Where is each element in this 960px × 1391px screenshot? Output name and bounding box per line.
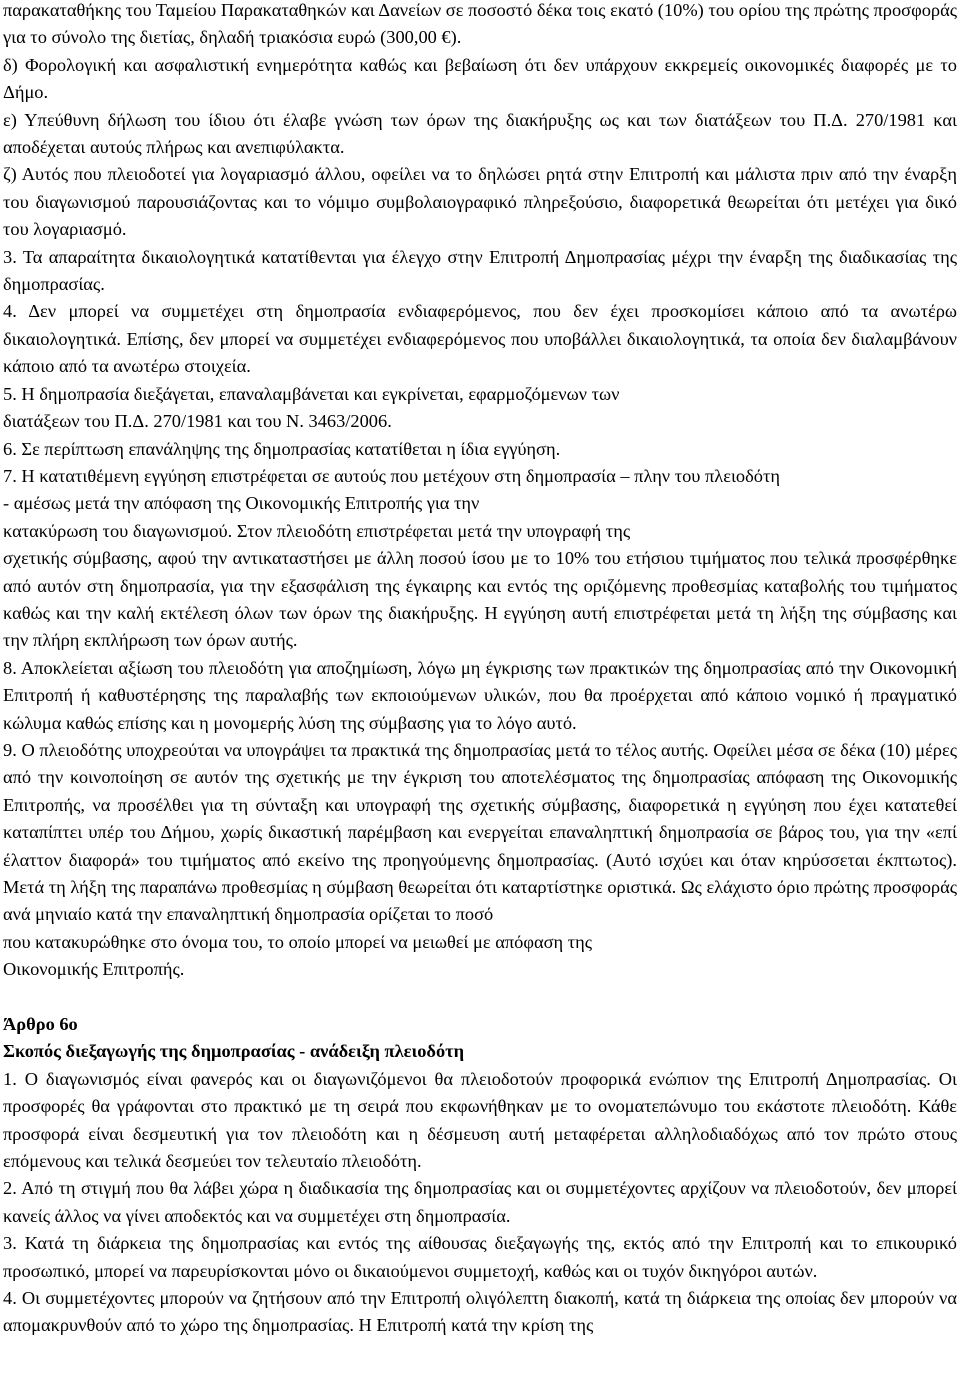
paragraph-7-rest: σχετικής σύμβασης, αφού την αντικαταστήσει με άλλη ποσού ίσου με το 10% του ετήσιου τιμήματος που τελικά προσφέρθηκε από αυτόν στη δημοπρασία, για την εξασφάλιση της έγκαιρης και εντός της οριζόμενης προθεσμίας καταβολής του τιμήματος καθώς και την καλή εκτέλεση όλων των όρων της διακήρυξης. Η εγγύηση αυτή επιστρέφεται μετά τη λήξη της σύμβασης και την πλήρη εκπλήρωση των όρων αυτής. <box>3 548 957 651</box>
paragraph-7-line: 7. Η κατατιθέμενη εγγύηση επιστρέφεται σε αυτούς που μετέχουν στη δημοπρασία – πλην του πλειοδότη <box>3 465 780 486</box>
article-title: Άρθρο 6ο <box>3 1014 78 1035</box>
paragraph-7-line: - αμέσως μετά την απόφαση της Οικονομικής Επιτροπής για την <box>3 493 480 514</box>
paragraph-7-line: κατακύρωση του διαγωνισμού. Στον πλειοδότη επιστρέφεται μετά την υπογραφή της <box>3 520 631 541</box>
paragraph-9 <box>3 737 957 984</box>
paragraph-4: 4. Δεν μπορεί να συμμετέχει στη δημοπρασία ενδιαφερόμενος, που δεν έχει προσκομίσει κάποιο από τα ανωτέρω δικαιολογητικά. Επίσης, δεν μπορεί να συμμετέχει ενδιαφερόμενος που υποβάλλει δικαιολογητικά, τα οποία δεν διαλαμβάνουν κάποιο από τα ανωτέρω στοιχεία. <box>3 301 957 377</box>
paragraph-tax-clearance: δ) Φορολογική και ασφαλιστική ενημερότητα καθώς και βεβαίωση ότι δεν υπάρχουν εκκρεμείς οικονομικές διαφορές με το Δήμο. <box>3 54 957 103</box>
paragraph-9-line: που κατακυρώθηκε στο όνομα του, το οποίο μπορεί να μειωθεί με απόφαση της <box>3 931 593 952</box>
article-paragraph-1: 1. Ο διαγωνισμός είναι φανερός και οι διαγωνιζόμενοι θα πλειοδοτούν προφορικά ενώπιον της Επιτροπή Δημοπρασίας. Οι προσφορές θα γράφονται στο πρακτικό με τη σειρά που εκφωνήθηκαν με το ονοματεπώνυμο του εκάστοτε πλειοδότη. Κάθε προσφορά είναι δεσμευτική για τον πλειοδότη και η δέσμευση αυτή μεταφέρεται αλληλοδιαδόχως από τον πρώτο στους επόμενους και τελικά δεσμεύει τον τελευταίο πλειοδότη. <box>3 1068 957 1172</box>
paragraph-5 <box>3 381 957 436</box>
article-paragraph-3: 3. Κατά τη διάρκεια της δημοπρασίας και εντός της αίθουσας διεξαγωγής της, εκτός από την Επιτροπή και το επικουρικό προσωπικό, μπορεί να παρευρίσκονται μόνο οι δικαιούμενοι συμμετοχή, καθώς και οι τυχόν δικηγόροι αυτών. <box>3 1233 957 1281</box>
paragraph-3: 3. Τα απαραίτητα δικαιολογητικά κατατίθενται για έλεγχο στην Επιτροπή Δημοπρασίας μέχρι την έναρξη της διαδικασίας της δημοπρασίας. <box>3 246 957 295</box>
blank-line <box>3 984 957 1011</box>
paragraph-proxy-bidder: ζ) Αυτός που πλειοδοτεί για λογαριασμό άλλου, οφείλει να το δηλώσει ρητά στην Επιτροπή και μάλιστα πριν από την έναρξη του διαγωνισμού παρουσιάζοντας και το νόμιμο συμβολαιογραφικό πληρεξούσιο, διαφορετικά θεωρείται ότι μετέχει για δικό του λογαριασμό. <box>3 164 957 240</box>
paragraph-5-line: 5. Η δημοπρασία διεξάγεται, επαναλαμβάνεται και εγκρίνεται, εφαρμοζόμενων των <box>3 383 620 404</box>
article-paragraph-4: 4. Οι συμμετέχοντες μπορούν να ζητήσουν από την Επιτροπή ολιγόλεπτη διακοπή, κατά τη διάρκεια της οποίας δεν μπορούν να απομακρυνθούν από το χώρο της δημοπρασίας. Η Επιτροπή κατά την κρίση της <box>3 1288 957 1336</box>
article-subtitle: Σκοπός διεξαγωγής της δημοπρασίας - ανάδειξη πλειοδότη <box>3 1041 465 1062</box>
paragraph-5-line: διατάξεων του Π.Δ. 270/1981 και του Ν. 3463/2006. <box>3 411 392 432</box>
paragraph-6: 6. Σε περίπτωση επανάληψης της δημοπρασίας κατατίθεται η ίδια εγγύηση. <box>3 438 561 459</box>
paragraph-9-body: 9. Ο πλειοδότης υποχρεούται να υπογράψει τα πρακτικά της δημοπρασίας μετά το τέλος αυτής. Οφείλει μέσα σε δέκα (10) μέρες από την κοινοποίηση σε αυτόν της σχετικής με την έγκριση του αποτελέσματος της δημοπρασίας απόφαση της Οικονομικής Επιτροπής, να προσέλθει για τη σύνταξη και υπογραφή της σχετικής σύμβασης, διαφορετικά η εγγύηση που έχει κατατεθεί καταπίπτει υπέρ του Δήμου, χωρίς δικαστική παρέμβαση και ενεργείται επαναληπτική δημοπρασία σε βάρος του, για την «επί έλαττον διαφορά» του τιμήματος από εκείνο της προηγούμενης δημοπρασίας. (Αυτό ισχύει και όταν κηρύσσεται έκπτωτος). Μετά τη λήξη της παραπάνω προθεσμίας η σύμβαση θεωρείται ότι καταρτίστηκε οριστικά. Ως ελάχιστο όριο πρώτης προσφοράς ανά μηνιαίο κατά την επαναληπτική δημοπρασία ορίζεται το ποσό <box>3 739 957 925</box>
paragraph-7 <box>3 463 957 655</box>
paragraph-deposit-guarantee: παρακαταθήκης του Ταμείου Παρακαταθηκών και Δανείων σε ποσοστό δέκα τοις εκατό (10%) του ορίου της πρώτης προσφοράς για το σύνολο της διετίας, δηλαδή τριακόσια ευρώ (300,00 €). <box>3 0 957 48</box>
paragraph-solemn-declaration: ε) Υπεύθυνη δήλωση του ίδιου ότι έλαβε γνώση των όρων της διακήρυξης ως και των διατάξεων του Π.Δ. 270/1981 και αποδέχεται αυτούς πλήρως και ανεπιφύλακτα. <box>3 109 957 158</box>
paragraph-8: 8. Αποκλείεται αξίωση του πλειοδότη για αποζημίωση, λόγω μη έγκρισης των πρακτικών της δημοπρασίας από την Οικονομική Επιτροπή ή καθυστέρησης της παραλαβής των εκποιούμενων υλικών, που θα προέρχεται από κάποιο νομικό ή πραγματικό κώλυμα καθώς επίσης και η μονομερής λύση της σύμβασης για το λόγο αυτό. <box>3 657 957 733</box>
article-paragraph-2: 2. Από τη στιγμή που θα λάβει χώρα η διαδικασία της δημοπρασίας και οι συμμετέχοντες αρχίζουν να πλειοδοτούν, δεν μπορεί κανείς άλλος να γίνει αποδεκτός και να συμμετέχει στη δημοπρασία. <box>3 1178 957 1226</box>
paragraph-9-line: Οικονομικής Επιτροπής. <box>3 959 185 980</box>
